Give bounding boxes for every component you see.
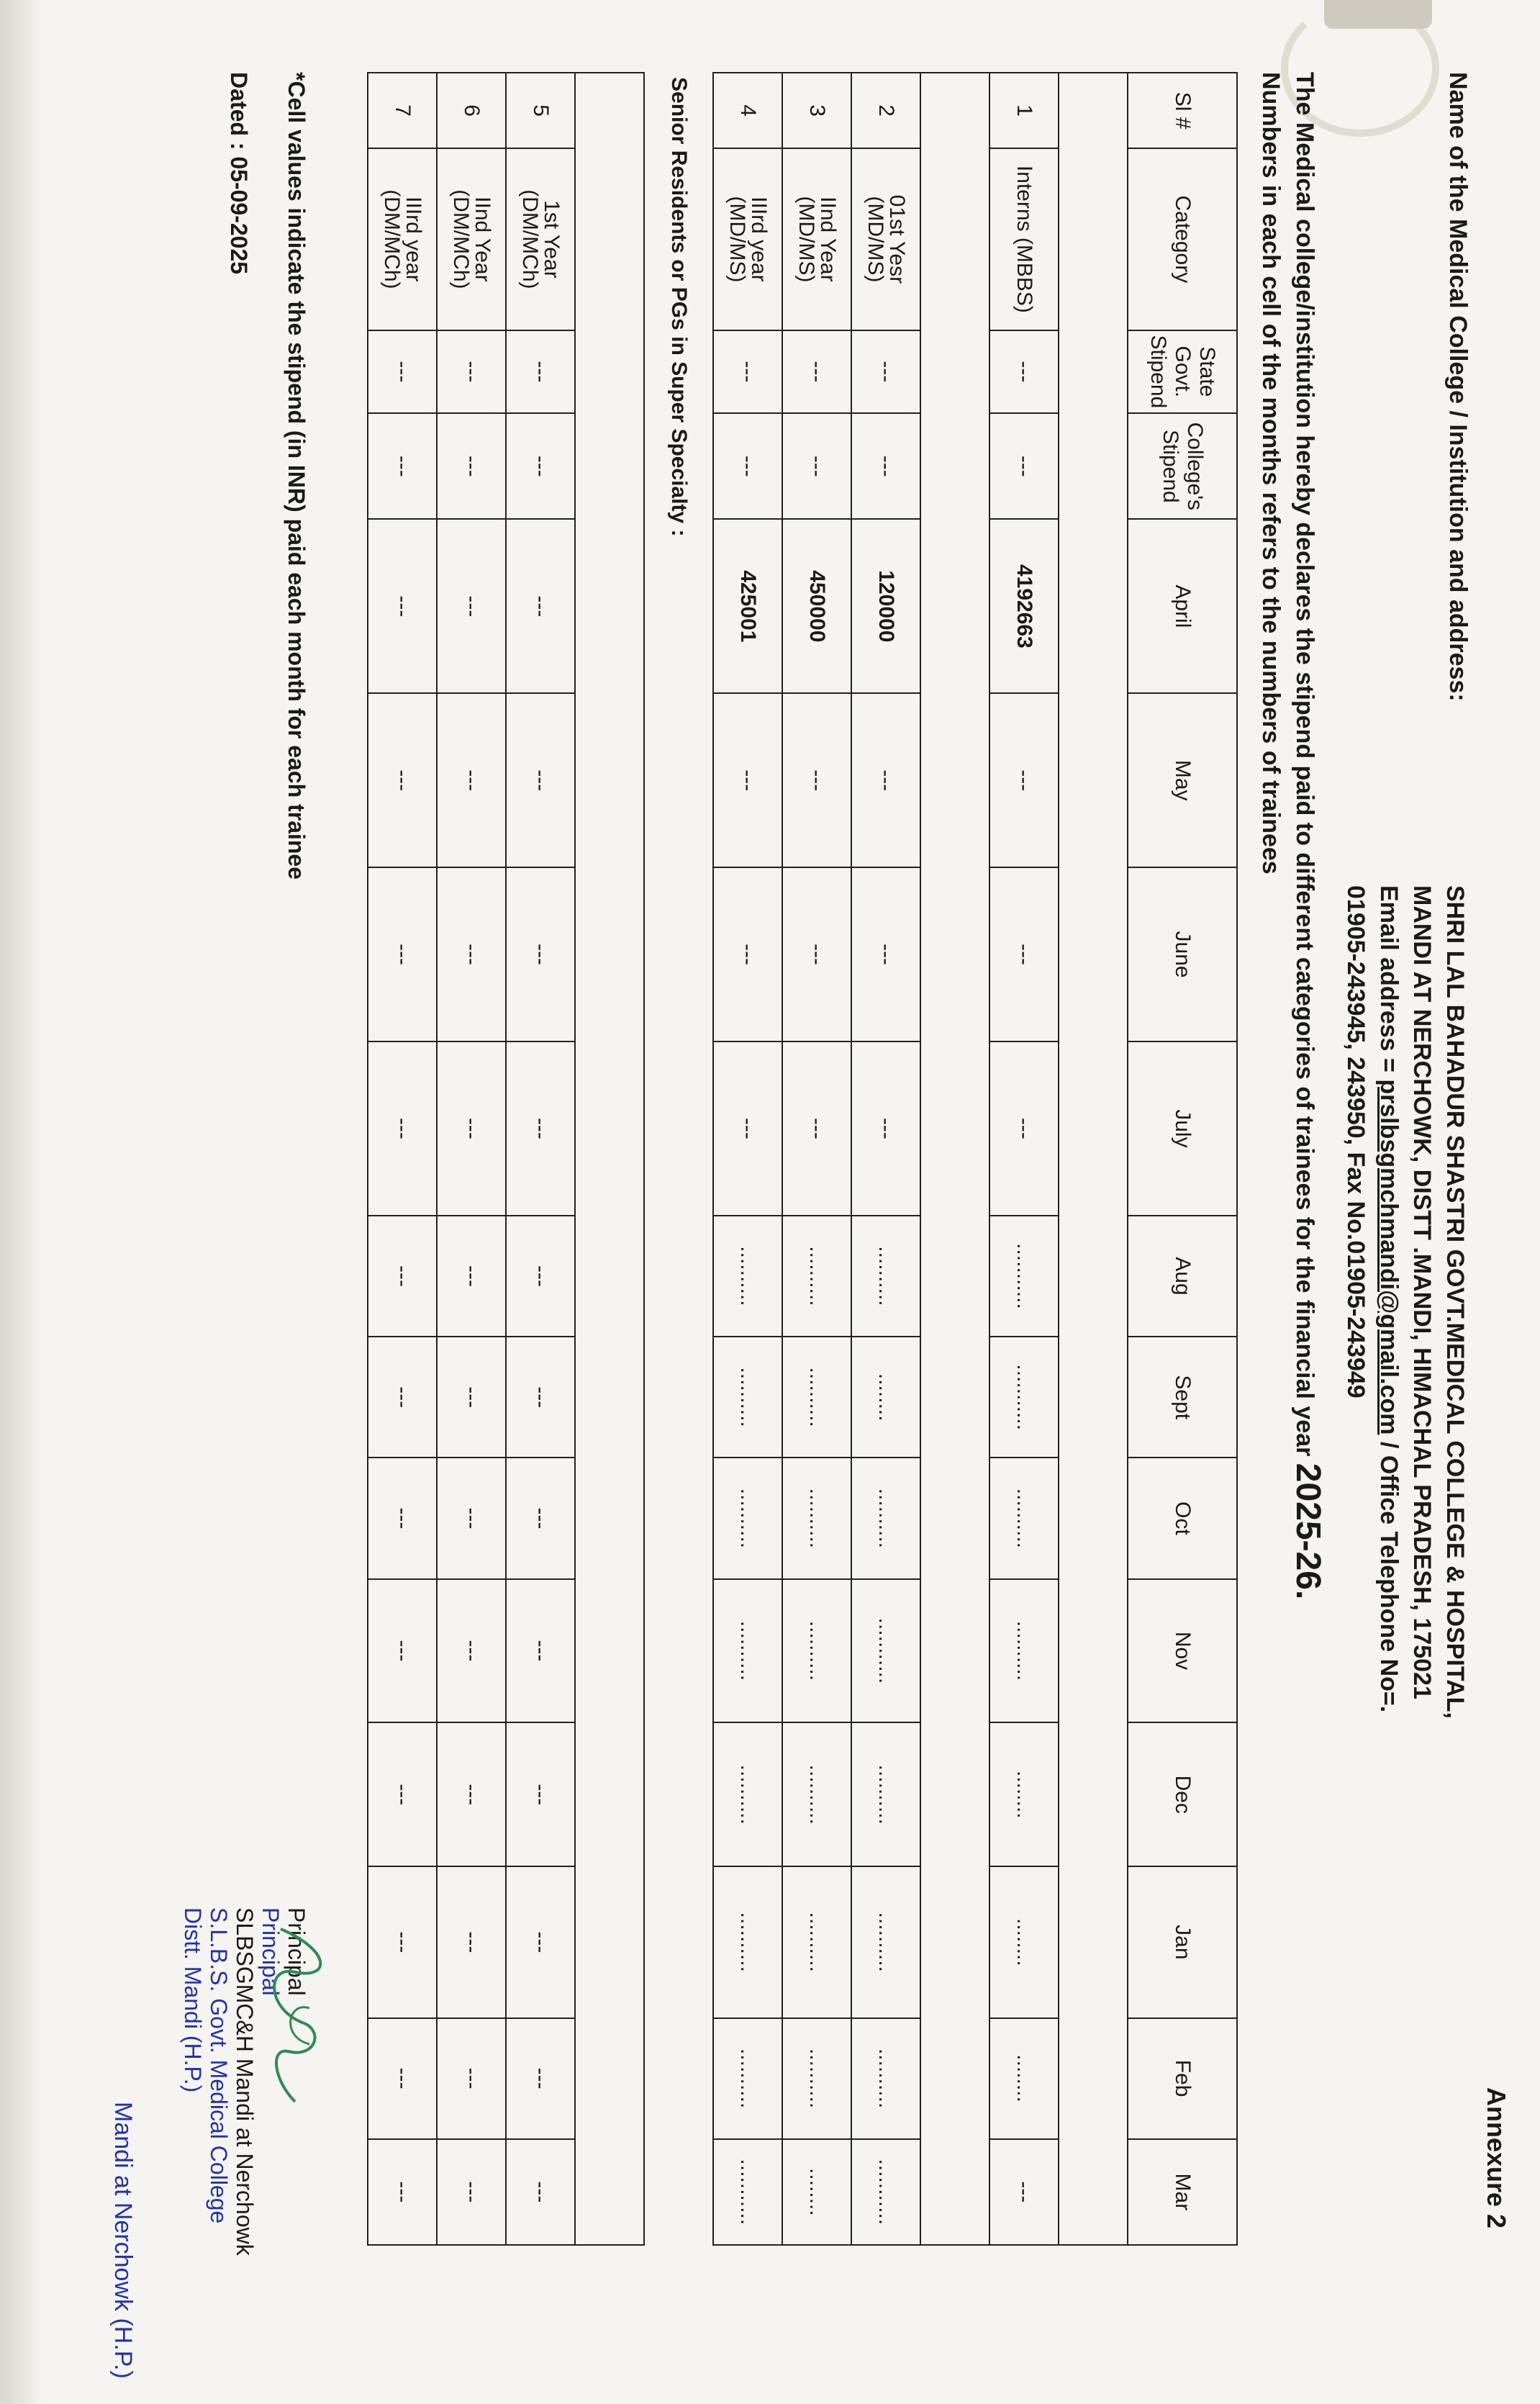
stipend-cell: --- (506, 1337, 575, 1458)
stipend-table (367, 72, 1238, 2246)
signature-title: Principal (284, 1907, 309, 1996)
stipend-cell: ........ (782, 2139, 851, 2245)
stipend-cell: --- (851, 693, 920, 867)
serial-number-cell: 5 (506, 73, 575, 148)
stipend-cell: .......... (782, 1216, 851, 1337)
stipend-cell: .......... (851, 2018, 920, 2139)
table-row (782, 73, 851, 2245)
stipend-cell: .......... (713, 1458, 782, 1578)
stipend-cell: .......... (782, 1458, 851, 1578)
stipend-cell: .......... (851, 1458, 920, 1578)
stipend-cell: --- (506, 693, 575, 867)
stipend-cell: --- (368, 1041, 437, 1216)
stipend-cell: ........... (851, 2139, 920, 2245)
table-row (989, 73, 1059, 2245)
column-header: Jan (1128, 1866, 1237, 2017)
stipend-cell: --- (437, 519, 506, 693)
stipend-cell: .......... (713, 2018, 782, 2139)
stipend-cell: --- (368, 2139, 437, 2245)
stipend-cell: --- (368, 693, 437, 867)
stipend-cell: --- (782, 413, 851, 519)
stipend-cell: 425001 (713, 519, 782, 693)
column-header: July (1128, 1041, 1237, 1216)
stipend-cell: ........... (989, 1337, 1059, 1458)
stipend-cell: ........ (851, 1337, 920, 1458)
category-cell: 1st Year (DM/MCh) (506, 148, 575, 330)
footnote: *Cell values indicate the stipend (in INR) paid each month for each trainee (284, 72, 309, 880)
table-body (368, 73, 1128, 2245)
stipend-cell: --- (368, 330, 437, 414)
stipend-cell: --- (713, 413, 782, 519)
section-row (644, 73, 713, 2245)
stipend-cell: --- (368, 2018, 437, 2139)
stipend-cell: --- (506, 1216, 575, 1337)
stipend-cell: --- (989, 2139, 1059, 2245)
column-header: Nov (1128, 1579, 1237, 1723)
stipend-cell: --- (437, 330, 506, 414)
email-prefix: Email address = (1375, 885, 1403, 1072)
stipend-cell: --- (989, 867, 1059, 1041)
serial-number-cell: 4 (713, 73, 782, 148)
stipend-cell: --- (506, 867, 575, 1041)
stipend-cell: --- (782, 330, 851, 414)
column-header: College's Stipend (1128, 413, 1237, 519)
category-cell: IInd Year (MD/MS) (782, 148, 851, 330)
stipend-cell: --- (506, 1866, 575, 2017)
stipend-cell: ........... (713, 2139, 782, 2245)
table-row (368, 73, 437, 2245)
stipend-cell: ........... (989, 1216, 1059, 1337)
stipend-cell: --- (506, 1722, 575, 1866)
stipend-cell: .......... (851, 1216, 920, 1337)
serial-number-cell: 3 (782, 73, 851, 148)
column-header: May (1128, 693, 1237, 867)
phone-line: 01905-243945, 243950, Fax No.01905-243949 (1342, 885, 1369, 1398)
table-row (851, 73, 920, 2245)
stipend-cell: --- (989, 413, 1059, 519)
handwritten-signature (252, 1922, 338, 2109)
stipend-cell: --- (437, 2018, 506, 2139)
stipend-cell: --- (368, 867, 437, 1041)
stipend-cell: --- (437, 1337, 506, 1458)
table-row (506, 73, 575, 2245)
institution-label: Name of the Medical College / Institution and address: (1444, 72, 1472, 702)
stamp-title: Principal (258, 1907, 284, 1996)
table-header-row (1128, 73, 1237, 2245)
stipend-cell: --- (368, 1458, 437, 1578)
column-header: June (1128, 867, 1237, 1041)
table-spacer-row (575, 73, 644, 2245)
stipend-cell: --- (506, 2018, 575, 2139)
signature-line-2: SLBSGMC&H Mandi at Nerchowk (232, 1907, 258, 2256)
declaration-body: The Medical college/institution hereby declares the stipend paid to different categories of trainees for the financial year (1291, 72, 1318, 1457)
table-row (713, 73, 782, 2245)
serial-number-cell: 1 (989, 73, 1059, 148)
column-header: April (1128, 519, 1237, 693)
column-header: Feb (1128, 2018, 1237, 2139)
stipend-cell: --- (368, 413, 437, 519)
category-cell: IIIrd year (MD/MS) (713, 148, 782, 330)
stipend-cell: --- (437, 1041, 506, 1216)
stipend-cell: .......... (713, 1866, 782, 2017)
email-line (1372, 885, 1405, 2181)
stipend-cell: .......... (713, 1579, 782, 1723)
stipend-cell: ........ (989, 1722, 1059, 1866)
stipend-cell: --- (368, 1216, 437, 1337)
stipend-cell: .......... (782, 2018, 851, 2139)
category-cell: 01st Yesr (MD/MS) (851, 148, 920, 330)
category-cell: Interns (MBBS) (989, 148, 1059, 330)
stipend-cell: --- (989, 330, 1059, 414)
stipend-cell: --- (713, 693, 782, 867)
stipend-cell: .......... (782, 1866, 851, 2017)
stipend-cell: --- (437, 867, 506, 1041)
stipend-cell: --- (782, 1041, 851, 1216)
numbers-note: Numbers in each cell of the months refers to the numbers of trainees (1257, 72, 1285, 875)
stipend-cell: .......... (782, 1579, 851, 1723)
column-header: Sl # (1128, 73, 1237, 148)
stipend-cell: --- (851, 330, 920, 414)
stamp-line-3: Mandi at Nerchowk (H.P.) (109, 2102, 137, 2379)
stipend-cell: --- (989, 693, 1059, 867)
column-header: Sept (1128, 1337, 1237, 1458)
stipend-cell: --- (506, 413, 575, 519)
stipend-cell: --- (782, 693, 851, 867)
stipend-cell: --- (437, 2139, 506, 2245)
stipend-cell: 450000 (782, 519, 851, 693)
stipend-cell: --- (506, 519, 575, 693)
stipend-cell: --- (437, 1579, 506, 1723)
dated-line: Dated : 05-09-2025 (226, 72, 252, 275)
stipend-cell: --- (368, 1866, 437, 2017)
table-spacer-row (1059, 73, 1128, 2245)
declaration-text (1288, 72, 1328, 1599)
column-header: Mar (1128, 2139, 1237, 2245)
stipend-cell: --- (782, 867, 851, 1041)
table-row (437, 73, 506, 2245)
stipend-cell: --- (713, 1041, 782, 1216)
column-header: State Govt. Stipend (1128, 330, 1237, 414)
stipend-cell: --- (851, 867, 920, 1041)
stipend-cell: .......... (989, 1458, 1059, 1578)
stipend-cell: --- (368, 1579, 437, 1723)
stipend-cell: --- (506, 330, 575, 414)
stipend-cell: --- (506, 2139, 575, 2245)
table-spacer-row (920, 73, 989, 2245)
stipend-cell: .......... (989, 1579, 1059, 1723)
stipend-cell: --- (368, 1722, 437, 1866)
stipend-cell: ........ (989, 2018, 1059, 2139)
stipend-cell: .......... (713, 1722, 782, 1866)
stamp-line-1: S.L.B.S. Govt. Medical College (206, 1907, 232, 2224)
column-header: Aug (1128, 1216, 1237, 1337)
stipend-cell: --- (713, 867, 782, 1041)
stipend-cell: .......... (782, 1722, 851, 1866)
serial-number-cell: 6 (437, 73, 506, 148)
serial-number-cell: 7 (368, 73, 437, 148)
stipend-cell: --- (437, 1458, 506, 1578)
column-header: Category (1128, 148, 1237, 330)
stipend-cell: 4192663 (989, 519, 1059, 693)
category-cell: IIIrd year (DM/MCh) (368, 148, 437, 330)
column-header: Oct (1128, 1458, 1237, 1578)
stipend-cell: --- (437, 1722, 506, 1866)
address-line-1: SHRI LAL BAHADUR SHASTRI GOVT.MEDICAL COLLEGE & HOSPITAL, (1441, 885, 1469, 1719)
signature-block (180, 1907, 309, 2256)
stipend-cell: .......... (713, 1337, 782, 1458)
stipend-cell: .......... (851, 1866, 920, 2017)
stamp-line-2: Distt. Mandi (H.P.) (180, 1907, 206, 2093)
serial-number-cell: 2 (851, 73, 920, 148)
stipend-cell: ........... (851, 1579, 920, 1723)
stipend-cell: --- (437, 1866, 506, 2017)
stipend-cell: --- (506, 1041, 575, 1216)
stipend-cell: ........ (989, 1866, 1059, 2017)
stipend-cell: .......... (713, 1216, 782, 1337)
stipend-cell: 120000 (851, 519, 920, 693)
stipend-cell: .......... (851, 1722, 920, 1866)
stipend-cell: --- (851, 1041, 920, 1216)
address-line-2: MANDI AT NERCHOWK, DISTT .MANDI, HIMACHAL PRADESH, 175021 (1408, 885, 1436, 1699)
section-label: Senior Residents or PGs in Super Specialty : (644, 73, 713, 2245)
stipend-cell: --- (506, 1458, 575, 1578)
stipend-cell: --- (437, 1216, 506, 1337)
stipend-cell: --- (437, 693, 506, 867)
stipend-cell: --- (989, 1041, 1059, 1216)
email-link[interactable]: prslbsgmchmandi@gmail.com (1375, 1079, 1403, 1435)
column-header: Dec (1128, 1722, 1237, 1866)
email-suffix: / Office Telephone No=. (1375, 1441, 1403, 1713)
stipend-cell: --- (713, 330, 782, 414)
annexure-label: Annexure 2 (1482, 2087, 1511, 2229)
stipend-cell: --- (506, 1579, 575, 1723)
financial-year: 2025-26. (1289, 1463, 1327, 1600)
stipend-cell: --- (368, 519, 437, 693)
institution-address (1339, 885, 1472, 2181)
stipend-cell: --- (368, 1337, 437, 1458)
stipend-cell: .......... (782, 1337, 851, 1458)
stipend-cell: --- (851, 413, 920, 519)
category-cell: IInd Year (DM/MCh) (437, 148, 506, 330)
stipend-cell: --- (437, 413, 506, 519)
